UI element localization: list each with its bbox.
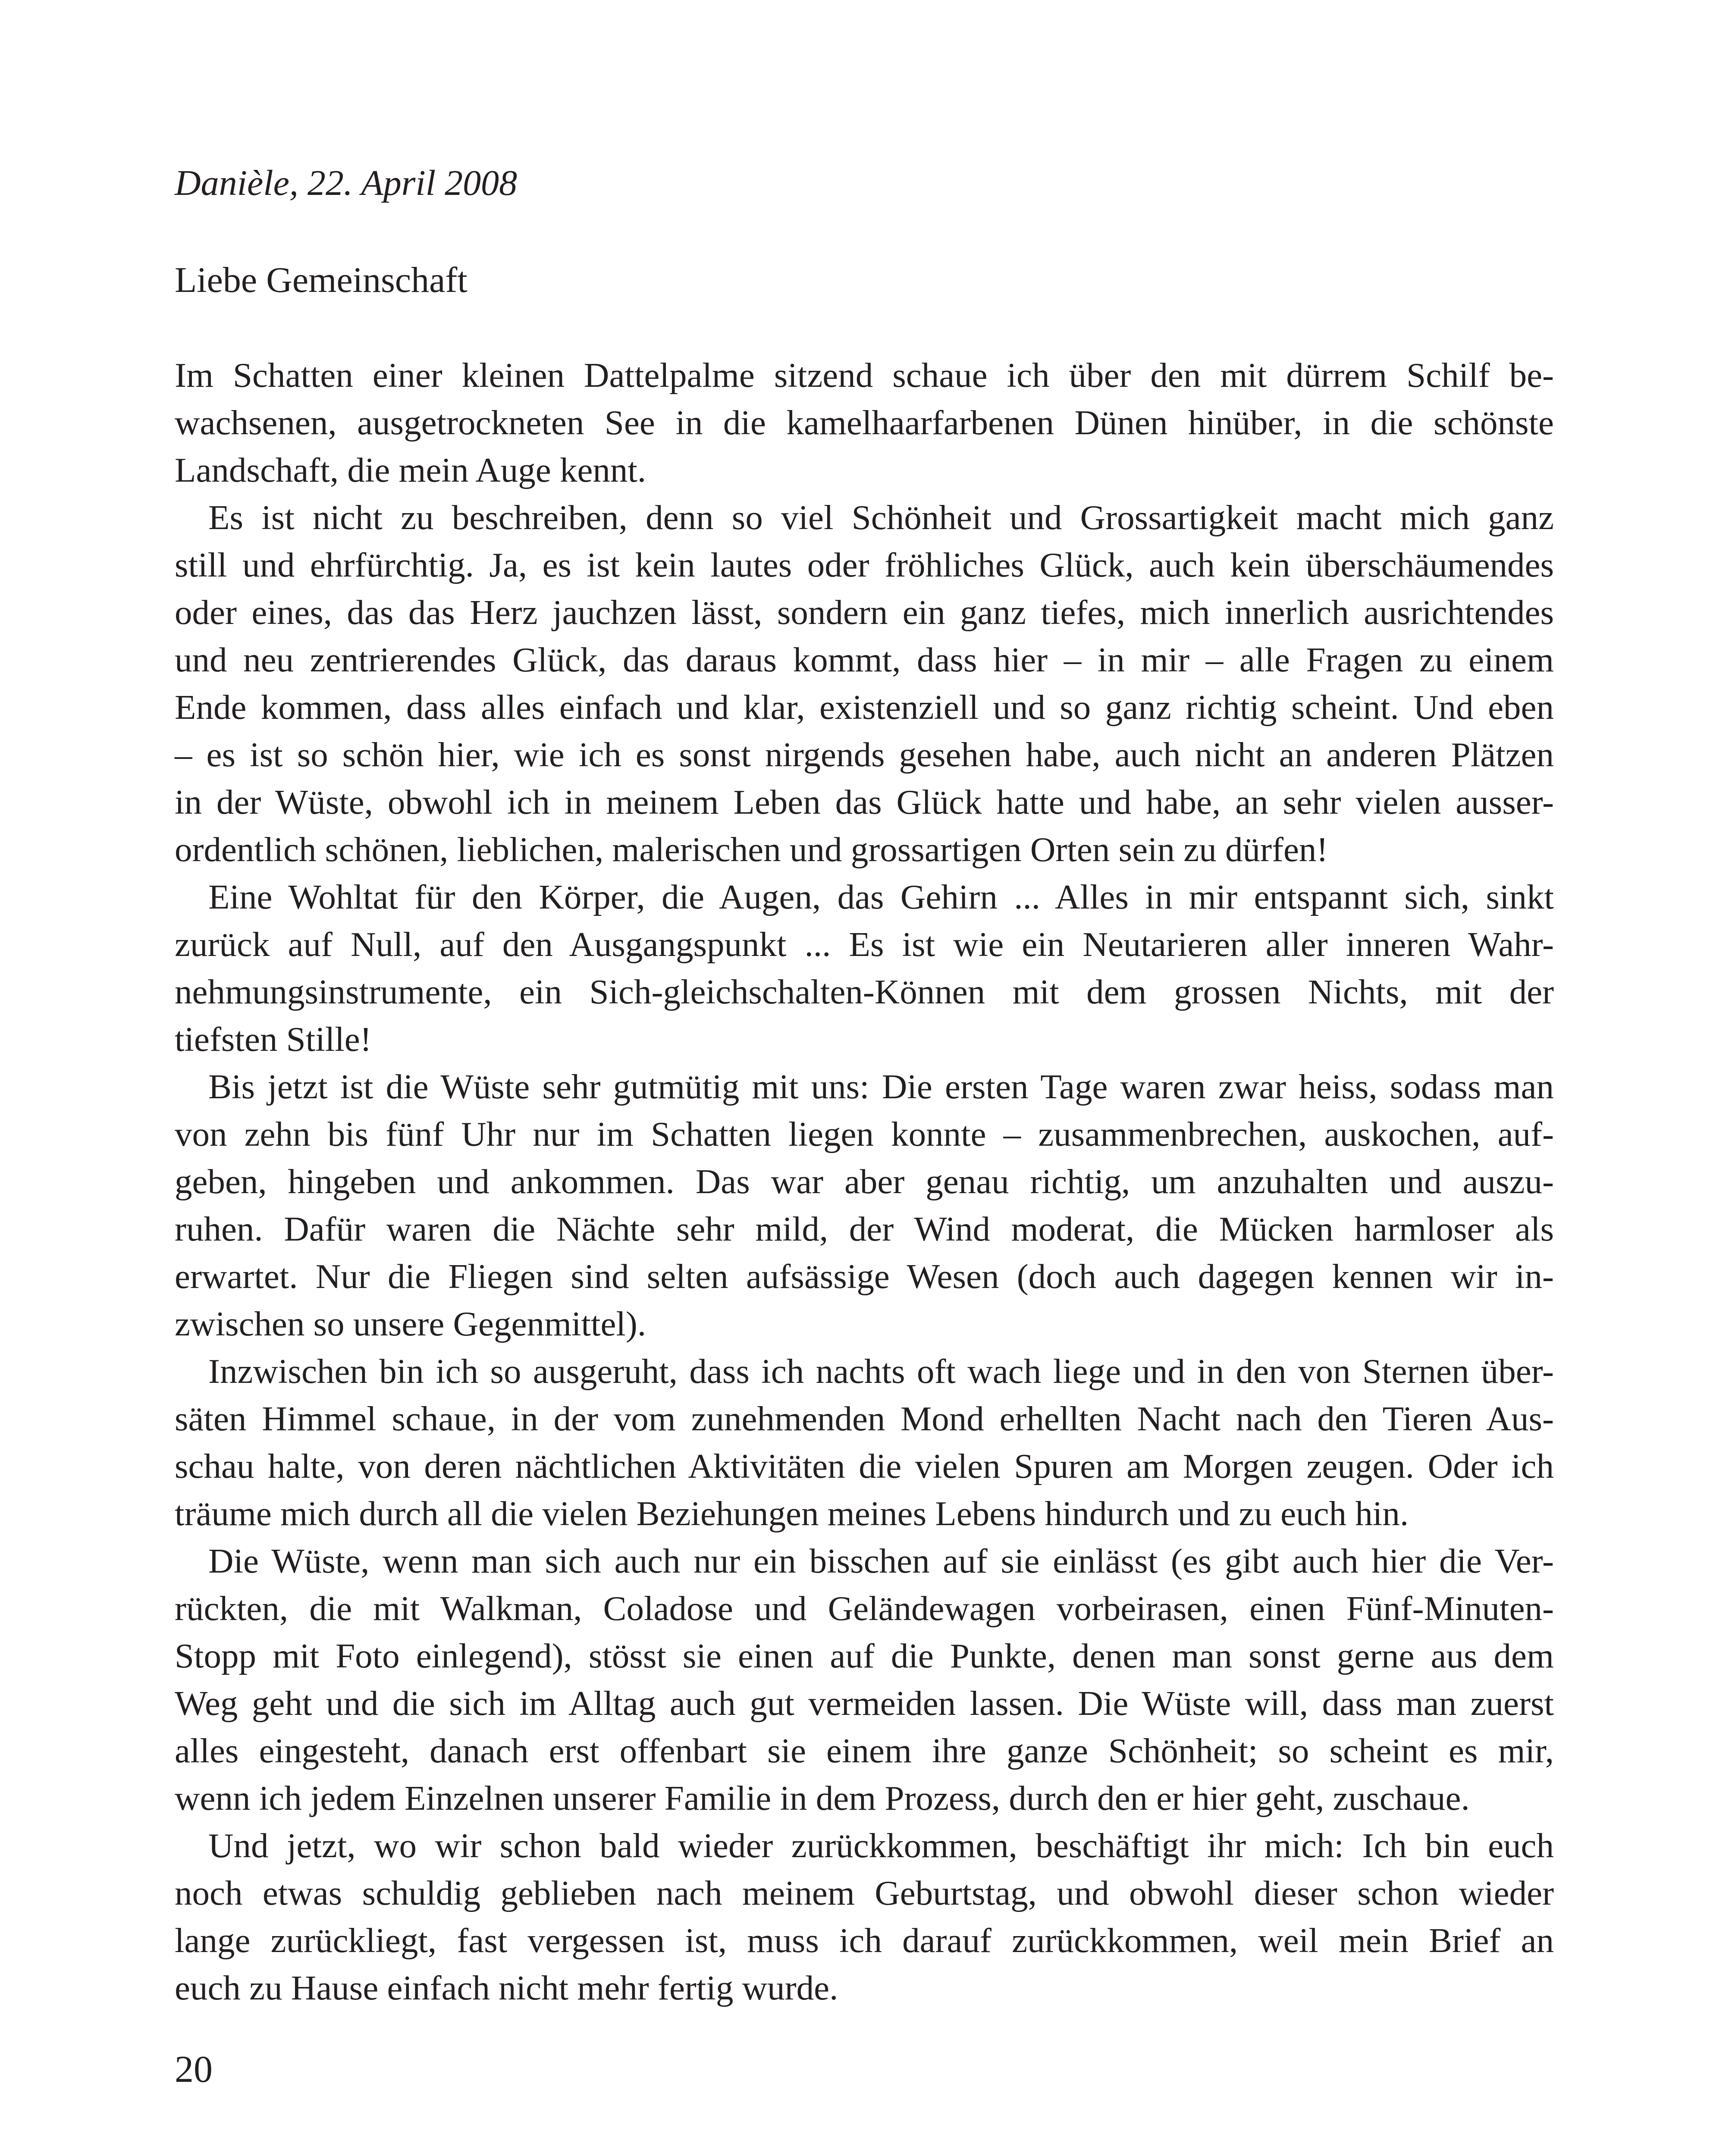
text-line: Landschaft, die mein Auge kennt.: [175, 451, 646, 489]
text-line: still und ehrfürchtig. Ja, es ist kein lautes oder fröhliches Glück, auch kein überschäumendes: [175, 545, 1554, 584]
text-line: in der Wüste, obwohl ich in meinem Leben das Glück hatte und habe, an sehr vielen ausser-: [175, 783, 1554, 821]
text-line: noch etwas schuldig geblieben nach meinem Geburtstag, und obwohl dieser schon wieder: [175, 1874, 1554, 1912]
paragraph: [175, 1822, 1554, 2012]
paragraph: [175, 1537, 1554, 1822]
text-line: Die Wüste, wenn man sich auch nur ein bisschen auf sie einlässt (es gibt auch hier die Ver-: [208, 1542, 1554, 1580]
text-line: zurück auf Null, auf den Ausgangspunkt ... Es ist wie ein Neutarieren aller inneren Wahr-: [175, 925, 1554, 964]
text-line: Im Schatten einer kleinen Dattelpalme sitzend schaue ich über den mit dürrem Schilf be-: [175, 356, 1554, 395]
text-line: schau halte, von deren nächtlichen Aktivitäten die vielen Spuren am Morgen zeugen. Oder ich: [175, 1447, 1554, 1485]
text-line: ordentlich schönen, lieblichen, malerischen und grossartigen Orten sein zu dürfen!: [175, 830, 1328, 869]
text-line: Inzwischen bin ich so ausgeruht, dass ich nachts oft wach liege und in den von Sternen über-: [208, 1352, 1554, 1391]
text-line: von zehn bis fünf Uhr nur im Schatten liegen konnte – zusammenbrechen, auskochen, auf-: [175, 1115, 1554, 1153]
text-line: säten Himmel schaue, in der vom zunehmenden Mond erhellten Nacht nach den Tieren Aus-: [175, 1399, 1554, 1438]
letter-dateline: Danièle, 22. April 2008: [175, 163, 518, 203]
letter-body: [175, 351, 1554, 2012]
text-line: wachsenen, ausgetrockneten See in die kamelhaarfarbenen Dünen hinüber, in die schönste: [175, 403, 1554, 442]
paragraph: [175, 873, 1554, 1063]
text-line: euch zu Hause einfach nicht mehr fertig wurde.: [175, 1968, 838, 2007]
text-line: alles eingesteht, danach erst offenbart sie einem ihre ganze Schönheit; so scheint es mir,: [175, 1731, 1554, 1770]
text-line: erwartet. Nur die Fliegen sind selten aufsässige Wesen (doch auch dagegen kennen wir in-: [175, 1257, 1554, 1296]
text-line: Und jetzt, wo wir schon bald wieder zurückkommen, beschäftigt ihr mich: Ich bin euch: [208, 1826, 1554, 1865]
paragraph: [175, 1348, 1554, 1537]
text-line: und neu zentrierendes Glück, das daraus kommt, dass hier – in mir – alle Fragen zu einem: [175, 640, 1554, 679]
text-line: Stopp mit Foto einlegend), stösst sie einen auf die Punkte, denen man sonst gerne aus dem: [175, 1636, 1554, 1675]
text-line: – es ist so schön hier, wie ich es sonst nirgends gesehen habe, auch nicht an anderen Plätzen: [175, 735, 1554, 774]
text-line: wenn ich jedem Einzelnen unserer Familie in dem Prozess, durch den er hier geht, zuschaue.: [175, 1779, 1470, 1818]
text-line: lange zurückliegt, fast vergessen ist, muss ich darauf zurückkommen, weil mein Brief an: [175, 1921, 1554, 1960]
text-line: zwischen so unsere Gegenmittel).: [175, 1304, 646, 1343]
text-line: rückten, die mit Walkman, Coladose und Geländewagen vorbeirasen, einen Fünf-Minuten-: [175, 1589, 1554, 1628]
text-line: Bis jetzt ist die Wüste sehr gutmütig mit uns: Die ersten Tage waren zwar heiss, sodass man: [208, 1067, 1554, 1106]
text-line: träume mich durch all die vielen Beziehungen meines Lebens hindurch und zu euch hin.: [175, 1494, 1409, 1533]
text-line: Ende kommen, dass alles einfach und klar, existenziell und so ganz richtig scheint. Und eben: [175, 688, 1554, 727]
text-line: ruhen. Dafür waren die Nächte sehr mild, der Wind moderat, die Mücken harmloser als: [175, 1210, 1554, 1248]
text-line: geben, hingeben und ankommen. Das war aber genau richtig, um anzuhalten und auszu-: [175, 1162, 1554, 1201]
text-line: oder eines, das das Herz jauchzen lässt, sondern ein ganz tiefes, mich innerlich ausrichtendes: [175, 593, 1554, 632]
paragraph: [175, 494, 1554, 873]
text-line: nehmungsinstrumente, ein Sich-gleichschalten-Können mit dem grossen Nichts, mit der: [175, 972, 1554, 1011]
text-line: Es ist nicht zu beschreiben, denn so viel Schönheit und Grossartigkeit macht mich ganz: [208, 498, 1554, 537]
paragraph: [175, 351, 1554, 494]
page-number: 20: [175, 2049, 213, 2090]
letter-salutation: Liebe Gemeinschaft: [175, 260, 468, 300]
text-line: tiefsten Stille!: [175, 1020, 372, 1059]
text-line: Weg geht und die sich im Alltag auch gut vermeiden lassen. Die Wüste will, dass man zuerst: [175, 1684, 1554, 1723]
paragraph: [175, 1063, 1554, 1348]
book-page: [175, 0, 1554, 2156]
text-line: Eine Wohltat für den Körper, die Augen, das Gehirn ... Alles in mir entspannt sich, sinkt: [208, 877, 1554, 916]
